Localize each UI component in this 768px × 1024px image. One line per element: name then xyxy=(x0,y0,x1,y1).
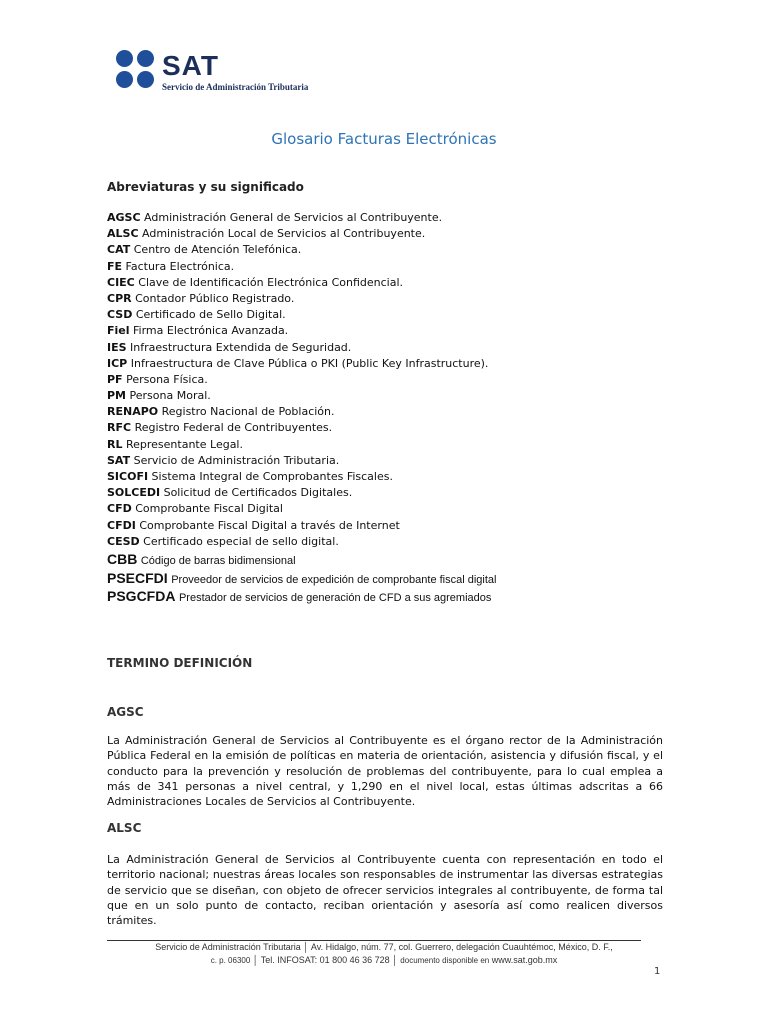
abbreviation-code: RL xyxy=(107,437,123,451)
abbreviation-item xyxy=(107,404,667,420)
abbreviation-item xyxy=(107,275,667,291)
abbreviation-desc: Factura Electrónica. xyxy=(125,259,235,273)
abbreviation-item xyxy=(107,356,667,372)
footer-url-link[interactable]: www.sat.gob.mx xyxy=(489,955,558,965)
abbreviation-desc: Proveedor de servicios de expedición de comprobante fiscal digital xyxy=(171,573,497,586)
definition-term: ALSC xyxy=(107,821,142,835)
abbreviation-desc: Centro de Atención Telefónica. xyxy=(133,243,302,257)
abbreviation-desc: Sistema Integral de Comprobantes Fiscales. xyxy=(151,470,393,483)
abbreviation-code: CAT xyxy=(107,243,131,257)
abbreviation-desc: Registro Federal de Contribuyentes. xyxy=(134,421,333,435)
definition-term: AGSC xyxy=(107,705,144,719)
abbreviation-item xyxy=(107,518,667,534)
abbreviation-item xyxy=(107,340,667,356)
abbreviation-code: ALSC xyxy=(107,227,139,241)
abbreviation-item xyxy=(107,420,667,436)
abbreviation-item xyxy=(107,307,667,323)
abbreviation-desc: Administración General de Servicios al Contribuyente. xyxy=(144,211,443,224)
definition-text: La Administración General de Servicios al Contribuyente cuenta con representación en todo el territorio nacional; nuestras áreas locales son responsables de instrumentar las diversas estrategias de servicio que se diseñan, con objeto de ofrecer servicios integrales al contribuyente, de forma tal que en un solo punto de contacto, reciban orientación y asesoría así como realicen diversos trámites. xyxy=(107,853,663,928)
abbreviation-code: ICP xyxy=(107,356,128,370)
abbreviation-item xyxy=(107,372,667,388)
abbreviations-heading: Abreviaturas y su significado xyxy=(107,180,304,194)
abbreviation-code: SAT xyxy=(107,453,131,467)
abbreviation-desc: Administración Local de Servicios al Contribuyente. xyxy=(142,227,426,241)
abbreviation-code: CESD xyxy=(107,534,140,548)
abbreviation-code: CIEC xyxy=(107,275,135,289)
abbreviation-item xyxy=(107,259,667,275)
footer-divider xyxy=(107,940,641,941)
abbreviation-desc: Representante Legal. xyxy=(125,437,243,451)
abbreviation-code: SOLCEDI xyxy=(107,486,161,500)
sat-logo xyxy=(116,50,376,96)
abbreviation-code: SICOFI xyxy=(107,470,149,483)
abbreviation-code: CFD xyxy=(107,502,132,516)
sat-logo-dots-icon xyxy=(116,50,158,92)
abbreviation-code: CSD xyxy=(107,308,133,322)
abbreviation-item xyxy=(107,242,667,258)
abbreviation-desc: Registro Nacional de Población. xyxy=(161,405,335,419)
abbreviation-list xyxy=(107,210,667,606)
footer-doc-note: documento disponible en xyxy=(400,956,490,965)
abbreviation-item xyxy=(107,226,667,242)
abbreviation-desc: Comprobante Fiscal Digital xyxy=(135,502,283,516)
abbreviation-item xyxy=(107,534,667,550)
footer-contact xyxy=(0,955,768,965)
abbreviation-desc: Persona Moral. xyxy=(129,389,211,403)
abbreviation-code: Fiel xyxy=(107,324,130,338)
abbreviation-item xyxy=(107,453,667,469)
abbreviation-code: CBB xyxy=(107,550,138,567)
abbreviation-desc: Servicio de Administración Tributaria. xyxy=(133,453,340,467)
footer-postal-code: c. p. 06300 xyxy=(210,956,251,965)
abbreviation-desc: Certificado especial de sello digital. xyxy=(143,534,339,548)
abbreviation-item xyxy=(107,485,667,501)
abbreviation-item xyxy=(107,550,667,569)
abbreviation-desc: Firma Electrónica Avanzada. xyxy=(133,324,289,338)
abbreviation-item xyxy=(107,388,667,404)
abbreviation-item xyxy=(107,323,667,339)
abbreviation-code: PSECFDI xyxy=(107,569,168,586)
abbreviation-desc: Infraestructura de Clave Pública o PKI (Public Key Infrastructure). xyxy=(130,356,489,370)
abbreviation-desc: Certificado de Sello Digital. xyxy=(135,308,286,322)
abbreviation-desc: Infraestructura Extendida de Seguridad. xyxy=(130,340,352,354)
abbreviation-item xyxy=(107,437,667,453)
document-title: Glosario Facturas Electrónicas xyxy=(271,130,497,148)
abbreviation-desc: Comprobante Fiscal Digital a través de Internet xyxy=(139,518,400,532)
abbreviation-code: IES xyxy=(107,340,127,354)
logo-name: SAT xyxy=(162,50,219,81)
abbreviation-item xyxy=(107,469,667,485)
abbreviation-item xyxy=(107,587,667,606)
abbreviation-code: PSGCFDA xyxy=(107,588,176,605)
definitions-heading: TERMINO DEFINICIÓN xyxy=(107,656,253,670)
abbreviation-desc: Código de barras bidimensional xyxy=(140,554,296,567)
page-number: 1 xyxy=(654,966,661,977)
abbreviation-code: CFDI xyxy=(107,518,136,532)
abbreviation-code: FE xyxy=(107,259,123,273)
footer-phone: │ Tel. INFOSAT: 01 800 46 36 728 │ xyxy=(250,955,401,965)
abbreviation-desc: Contador Público Registrado. xyxy=(135,291,295,305)
abbreviation-desc: Persona Física. xyxy=(126,372,208,386)
abbreviation-code: RENAPO xyxy=(107,405,159,419)
abbreviation-code: AGSC xyxy=(107,211,141,224)
abbreviation-desc: Prestador de servicios de generación de CFD a sus agremiados xyxy=(178,592,492,605)
abbreviation-code: RFC xyxy=(107,421,132,435)
abbreviation-item xyxy=(107,291,667,307)
abbreviation-item xyxy=(107,501,667,517)
abbreviation-code: PF xyxy=(107,372,123,386)
abbreviation-code: CPR xyxy=(107,291,132,305)
definition-text: La Administración General de Servicios al Contribuyente es el órgano rector de la Administración Pública Federal en la emisión de políticas en materia de orientación, asistencia y difusión fiscal, y el conducto para la prevención y resolución de problemas del contribuyente, para lo cual emplea a más de 341 personas a nivel central, y 1,290 en el nivel local, estas últimas adscritas a 66 Administraciones Locales de Servicios al Contribuyente. xyxy=(107,734,663,809)
abbreviation-desc: Solicitud de Certificados Digitales. xyxy=(163,486,353,500)
abbreviation-code: PM xyxy=(107,389,127,403)
abbreviation-item xyxy=(107,569,667,588)
abbreviation-desc: Clave de Identificación Electrónica Confidencial. xyxy=(138,275,404,289)
logo-subtitle: Servicio de Administración Tributaria xyxy=(162,82,309,92)
footer-address: Servicio de Administración Tributaria │ Av. Hidalgo, núm. 77, col. Guerrero, delegación Cuauhtémoc, México, D. F., xyxy=(155,942,613,952)
abbreviation-item xyxy=(107,210,667,226)
